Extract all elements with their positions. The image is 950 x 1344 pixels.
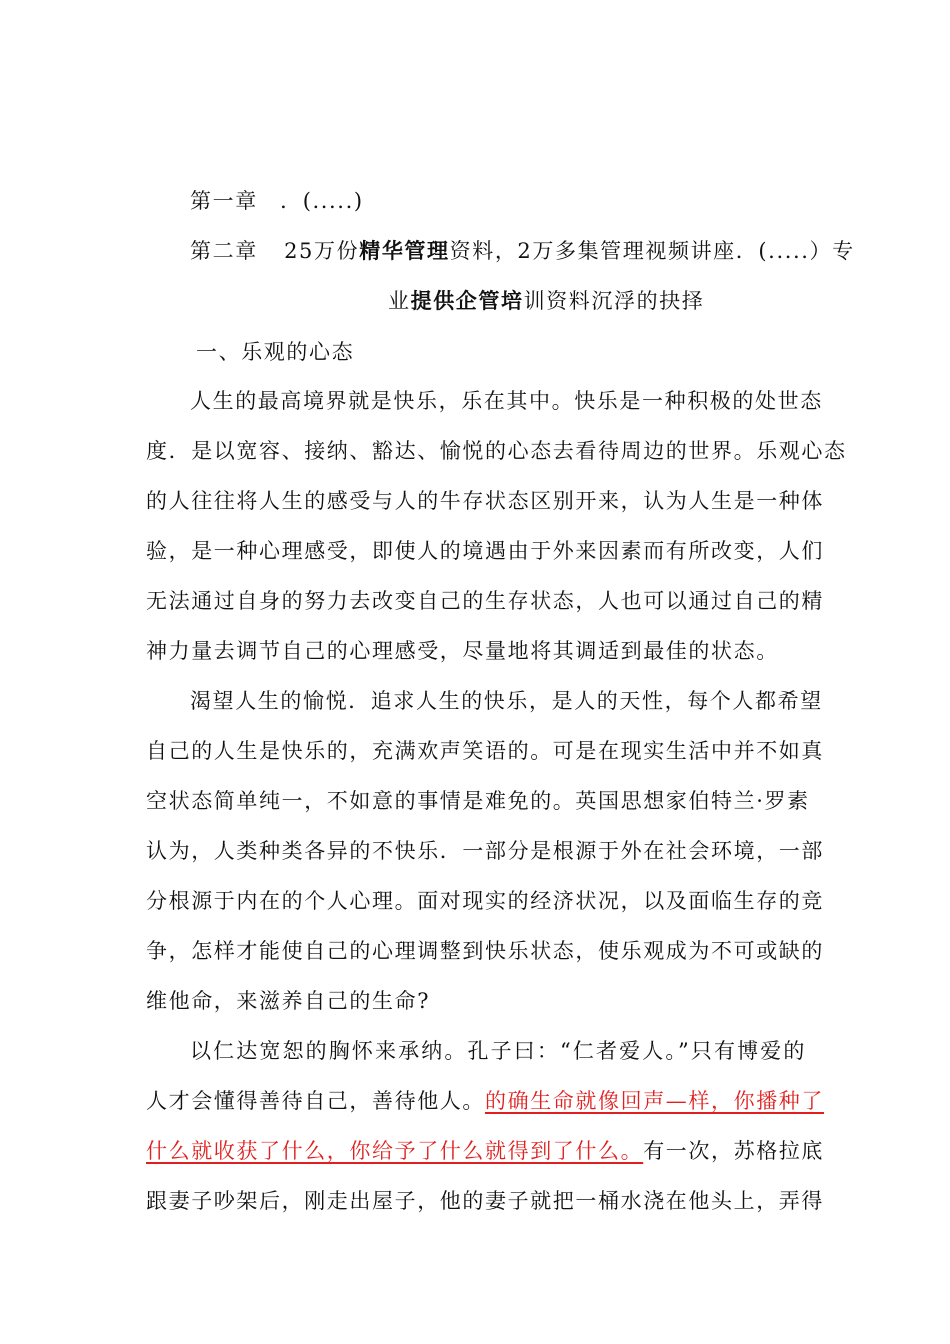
paragraph-1-line: 无法通过自身的努力去改变自己的生存状态，人也可以通过自己的精 [146, 589, 824, 613]
highlighted-quote: 的确生命就像回声—样，你播种了 [485, 1089, 824, 1113]
chapter-title-bold-part: 提供企管培 [410, 289, 524, 313]
toc-entry-chapter-1[interactable] [190, 186, 364, 216]
paragraph-2-line: 空状态简单纯一，不如意的事情是难免的。英国思想家伯特兰·罗素 [146, 789, 810, 813]
paragraph-3-line: 跟妻子吵架后，刚走出屋子，他的妻子就把一桶水浇在他头上，弄得 [146, 1189, 824, 1213]
paragraph-2-line: 分根源于内在的个人心理。面对现实的经济状况，以及面临生存的竞 [146, 889, 824, 913]
paragraph-2-line: 争，怎样才能使自己的心理调整到快乐状态，使乐观成为不可或缺的 [146, 939, 824, 963]
paragraph-1-line: 神力量去调节自己的心理感受，尽量地将其调适到最佳的状态。 [146, 639, 779, 663]
paragraph-1-line: 度．是以宽容、接纳、豁达、愉悦的心态去看待周边的世界。乐观心态 [146, 439, 847, 463]
paragraph-1-line: 验，是一种心理感受，即使人的境遇由于外来因素而有所改变，人们 [146, 539, 824, 563]
paragraph-2-line: 渴望人生的愉悦．追求人生的快乐，是人的天性，每个人都希望 [190, 689, 823, 713]
toc-entry-chapter-2-continued[interactable] [388, 286, 704, 316]
chapter-title-bold-part: 精华管理 [359, 239, 450, 263]
highlighted-quote: 什么就收获了什么，你给予了什么就得到了什么。 [146, 1139, 644, 1163]
paragraph-text: 有一次，苏格拉底 [643, 1139, 825, 1163]
paragraph-3-line [146, 1086, 824, 1116]
paragraph-1-line: 的人往往将人生的感受与人的牛存状态区别开来，认为人生是一种体 [146, 489, 824, 513]
section-heading: 一、乐观的心态 [196, 340, 355, 364]
chapter-title-part: 25万份 [284, 239, 360, 263]
chapter-title: ．(.....) [280, 189, 364, 213]
paragraph-2-line: 维他命，来滋养自己的生命? [146, 989, 431, 1013]
chapter-label: 第一章 [190, 189, 258, 213]
paragraph-1-line: 人生的最高境界就是快乐，乐在其中。快乐是一种积极的处世态 [190, 389, 823, 413]
chapter-label: 第二章 [190, 239, 258, 263]
paragraph-2-line: 自己的人生是快乐的，充满欢声笑语的。可是在现实生活中并不如真 [146, 739, 824, 763]
toc-entry-chapter-2[interactable] [190, 236, 855, 266]
paragraph-text: 人才会懂得善待自己，善待他人。 [146, 1089, 485, 1113]
paragraph-3-line: 以仁达宽恕的胸怀来承纳。孔子曰：“仁者爱人。”只有博爱的 [190, 1039, 806, 1063]
chapter-title-part: 业 [388, 289, 411, 313]
paragraph-3-line [146, 1136, 824, 1166]
chapter-title-part: 资料，2万多集管理视频讲座．(.....）专 [449, 239, 855, 263]
chapter-title-part: 训资料沉浮的抉择 [523, 289, 705, 313]
paragraph-2-line: 认为，人类种类各异的不快乐．一部分是根源于外在社会环境，一部 [146, 839, 824, 863]
